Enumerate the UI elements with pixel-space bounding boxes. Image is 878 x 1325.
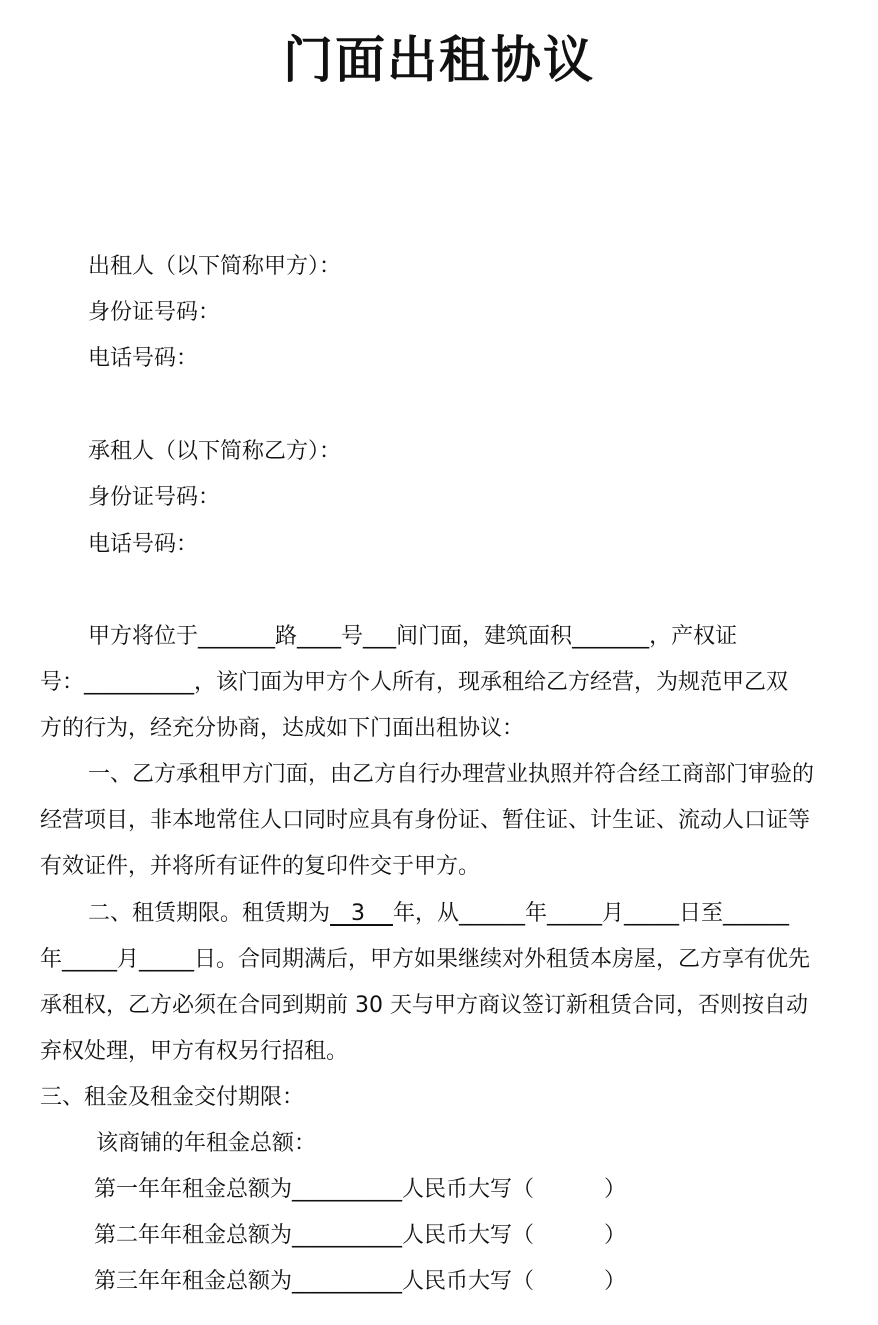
lessee-id-label: 身份证号码： <box>88 485 221 510</box>
rmb-uppercase-label: 人民币大写（ ） <box>402 1269 626 1294</box>
intro-text: ，该门面为甲方个人所有，现承租给乙方经营，为规范甲乙双 <box>194 670 789 695</box>
lessee-phone-label: 电话号码： <box>88 532 199 557</box>
clause2-line-4: 弃权处理，甲方有权另行招租。 <box>40 1039 349 1064</box>
intro-text: 间门面，建筑面积 <box>396 624 573 649</box>
lessor-phone-label: 电话号码： <box>88 346 199 371</box>
clause2-line-1 <box>88 899 789 929</box>
intro-text: ，产权证 <box>649 624 738 649</box>
intro-text: 路 <box>275 624 298 649</box>
clause3-heading: 三、租金及租金交付期限： <box>40 1085 305 1110</box>
lease-term-value: 3 <box>330 901 393 926</box>
rent-amount-blank: __________ <box>292 1177 403 1202</box>
certificate-blank: __________ <box>84 670 195 695</box>
clause1-line-1: 一、乙方承租甲方门面，由乙方自行办理营业执照并符合经工商部门审验的 <box>88 762 815 787</box>
intro-text: 号 <box>341 624 364 649</box>
clause2-text: 年，从______年_____月_____日至______ <box>392 901 789 926</box>
intro-line-1 <box>88 622 737 652</box>
year-rent-label: 第三年年租金总额为 <box>94 1269 293 1294</box>
rent-amount-blank: __________ <box>292 1269 403 1294</box>
clause1-line-2: 经营项目，非本地常住人口同时应具有身份证、暂住证、计生证、流动人口证等 <box>40 808 811 833</box>
intro-text: 甲方将位于 <box>88 624 199 649</box>
intro-text: 号： <box>40 670 85 695</box>
annual-rent-total-label: 该商铺的年租金总额： <box>96 1131 317 1156</box>
clause2-line-3: 承租权，乙方必须在合同到期前 30 天与甲方商议签订新租赁合同，否则按自动 <box>40 993 808 1018</box>
number-blank: ____ <box>297 624 342 649</box>
year-3-rent-line <box>94 1267 626 1297</box>
document-title: 门面出租协议 <box>283 31 595 89</box>
lessor-name-label: 出租人（以下简称甲方）： <box>88 254 342 279</box>
year-rent-label: 第二年年租金总额为 <box>94 1223 293 1248</box>
rmb-uppercase-label: 人民币大写（ ） <box>402 1177 626 1202</box>
area-blank: _______ <box>572 624 650 649</box>
clause2-text: 二、租赁期限。租赁期为 <box>88 901 331 926</box>
year-1-rent-line <box>94 1175 626 1205</box>
lessor-id-label: 身份证号码： <box>88 300 221 325</box>
year-rent-label: 第一年年租金总额为 <box>94 1177 293 1202</box>
intro-line-3: 方的行为，经充分协商，达成如下门面出租协议： <box>40 716 525 741</box>
rmb-uppercase-label: 人民币大写（ ） <box>402 1223 626 1248</box>
clause2-line-2: 年_____月_____日。合同期满后，甲方如果继续对外租赁本房屋，乙方享有优先 <box>40 947 811 972</box>
lessee-name-label: 承租人（以下简称乙方）： <box>88 439 342 464</box>
clause1-line-3: 有效证件，并将所有证件的复印件交于甲方。 <box>40 854 481 879</box>
rent-amount-blank: __________ <box>292 1223 403 1248</box>
road-blank: _______ <box>198 624 276 649</box>
intro-line-2 <box>40 668 788 698</box>
room-blank: ___ <box>363 624 397 649</box>
year-2-rent-line <box>94 1221 626 1251</box>
